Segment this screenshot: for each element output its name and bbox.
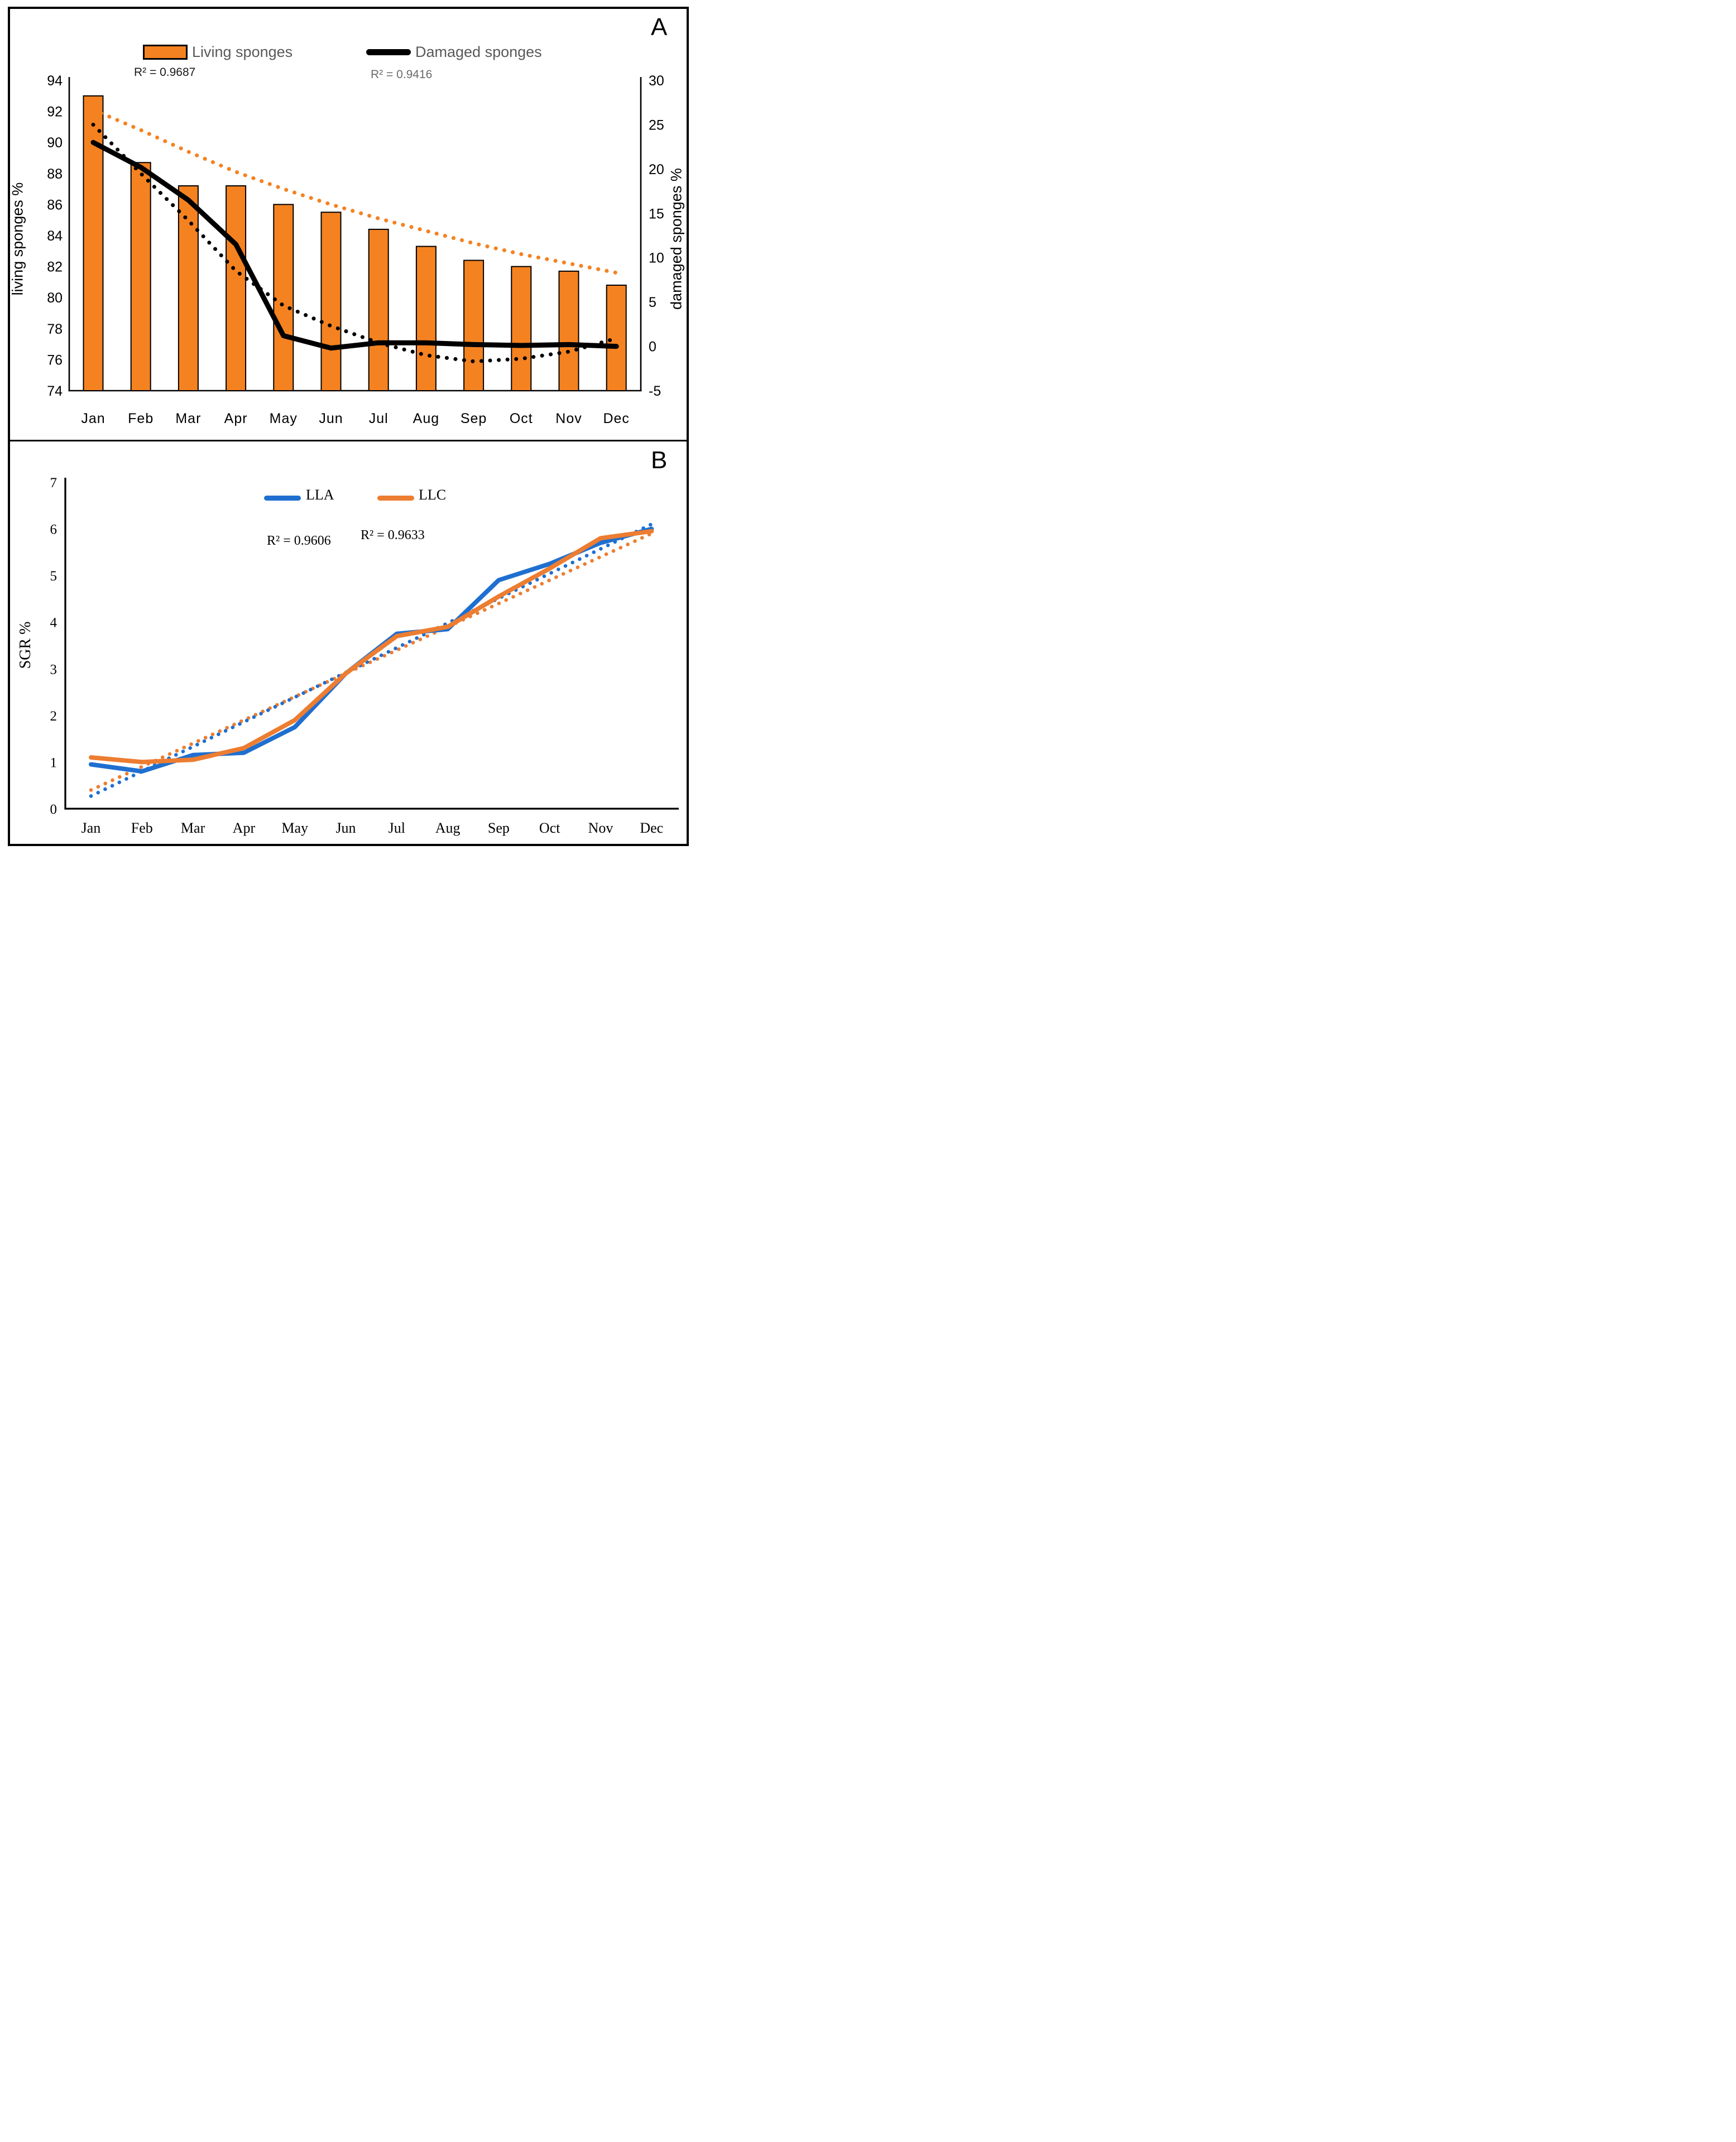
panel-a-month-Dec: Dec <box>603 411 630 426</box>
panel-a-right-axis-title: damaged sponges % <box>668 168 685 310</box>
llc-trendline <box>91 534 651 790</box>
panel-a-left-tick-78: 78 <box>47 321 63 337</box>
panel-b-month-Apr: Apr <box>232 820 256 836</box>
panel-b-month-Aug: Aug <box>435 820 461 836</box>
panel-a-right-tick-20: 20 <box>649 161 664 177</box>
r-squared-lla: R² = 0.9606 <box>267 534 331 548</box>
panel-b-month-Mar: Mar <box>180 820 205 836</box>
panel-a-month-Oct: Oct <box>509 411 533 426</box>
panel-a-right-tick-5: 5 <box>649 295 656 311</box>
panel-a-month-Aug: Aug <box>413 411 440 426</box>
panel-a-right-tick-30: 30 <box>649 73 664 89</box>
panel-b-month-May: May <box>281 820 309 836</box>
panel-b-month-Nov: Nov <box>588 820 613 836</box>
panel-a-left-tick-82: 82 <box>47 259 63 275</box>
panel-a-month-Sep: Sep <box>460 411 487 426</box>
panel-b-month-Jun: Jun <box>335 820 356 836</box>
legend-label-living-sponges: Living sponges <box>192 44 293 60</box>
bar-Aug <box>416 247 436 391</box>
panel-a-right-tick-0: 0 <box>649 339 656 355</box>
panel-b-tick-3: 3 <box>50 662 57 678</box>
bar-Jun <box>322 212 341 391</box>
panel-a-month-Mar: Mar <box>175 411 202 426</box>
panel-a-month-Feb: Feb <box>128 411 154 426</box>
panel-a-left-tick-94: 94 <box>47 73 63 89</box>
panel-divider <box>10 440 687 441</box>
damaged-trendline <box>93 124 616 361</box>
panel-b-tick-0: 0 <box>50 802 57 817</box>
panel-a-month-Jun: Jun <box>319 411 343 426</box>
panel-a-month-Nov: Nov <box>555 411 582 426</box>
panel-b-month-Dec: Dec <box>640 820 664 836</box>
panel-a-left-tick-76: 76 <box>47 352 63 368</box>
panel-b-month-Jul: Jul <box>388 820 405 836</box>
panel-a-left-tick-92: 92 <box>47 104 63 120</box>
bar-Jul <box>369 229 389 391</box>
legend-label-llc: LLC <box>419 487 447 503</box>
panel-a-right-tick-15: 15 <box>649 206 664 222</box>
panel-a-month-Jan: Jan <box>81 411 105 426</box>
panel-a-right-tick--5: -5 <box>649 383 661 399</box>
panel-a-left-tick-86: 86 <box>47 197 63 213</box>
lla-line <box>91 529 651 772</box>
panel-a-left-tick-84: 84 <box>47 228 63 244</box>
panel-b-month-Feb: Feb <box>131 820 153 836</box>
bar-Oct <box>511 267 531 391</box>
panel-a-left-tick-90: 90 <box>47 135 63 151</box>
panel-b-month-Oct: Oct <box>539 820 560 836</box>
panel-a-right-tick-25: 25 <box>649 117 664 133</box>
figure-page <box>0 0 694 857</box>
panel-a-month-May: May <box>269 411 298 426</box>
panel-b-month-Sep: Sep <box>487 820 510 836</box>
bar-May <box>274 204 293 391</box>
panel-b-axis-title: SGR % <box>17 621 34 669</box>
panel-a-month-Apr: Apr <box>224 411 248 426</box>
bar-Apr <box>226 186 246 391</box>
legend-label-lla: LLA <box>306 487 334 503</box>
panel-a-chart <box>10 9 687 439</box>
bar-Feb <box>131 162 151 391</box>
legend-swatch-lla <box>264 496 301 501</box>
panel-b-month-Jan: Jan <box>81 820 101 836</box>
r-squared-damaged: R² = 0.9416 <box>371 68 433 81</box>
panel-b-tick-4: 4 <box>50 615 57 631</box>
panel-b-tick-2: 2 <box>50 708 57 724</box>
panel-a-left-tick-80: 80 <box>47 290 63 306</box>
panel-a-right-tick-10: 10 <box>649 250 664 266</box>
panel-b-tick-1: 1 <box>50 755 57 771</box>
r-squared-llc: R² = 0.9633 <box>361 528 425 542</box>
bar-Dec <box>607 285 626 391</box>
legend-swatch-living-sponges <box>143 45 188 60</box>
legend-swatch-llc <box>377 496 414 501</box>
panel-a-left-tick-74: 74 <box>47 383 63 399</box>
r-squared-living: R² = 0.9687 <box>134 66 196 79</box>
damaged-sponges-line <box>93 142 616 348</box>
bar-Nov <box>559 271 579 391</box>
panel-b-label: B <box>651 446 668 474</box>
panel-b-tick-6: 6 <box>50 522 57 537</box>
panel-b-tick-5: 5 <box>50 569 57 584</box>
panel-a-left-axis-title: living sponges % <box>9 182 26 296</box>
panel-b-chart <box>10 442 687 847</box>
bar-Mar <box>179 186 198 391</box>
panel-b-tick-7: 7 <box>50 476 57 491</box>
legend-label-damaged-sponges: Damaged sponges <box>415 44 542 60</box>
panel-a-left-tick-88: 88 <box>47 166 63 182</box>
legend-swatch-damaged-sponges <box>366 49 411 55</box>
lla-trendline <box>91 524 651 796</box>
bar-Sep <box>464 261 483 391</box>
panel-a-label: A <box>651 13 668 41</box>
panel-a-month-Jul: Jul <box>368 411 389 426</box>
llc-line <box>91 531 651 762</box>
